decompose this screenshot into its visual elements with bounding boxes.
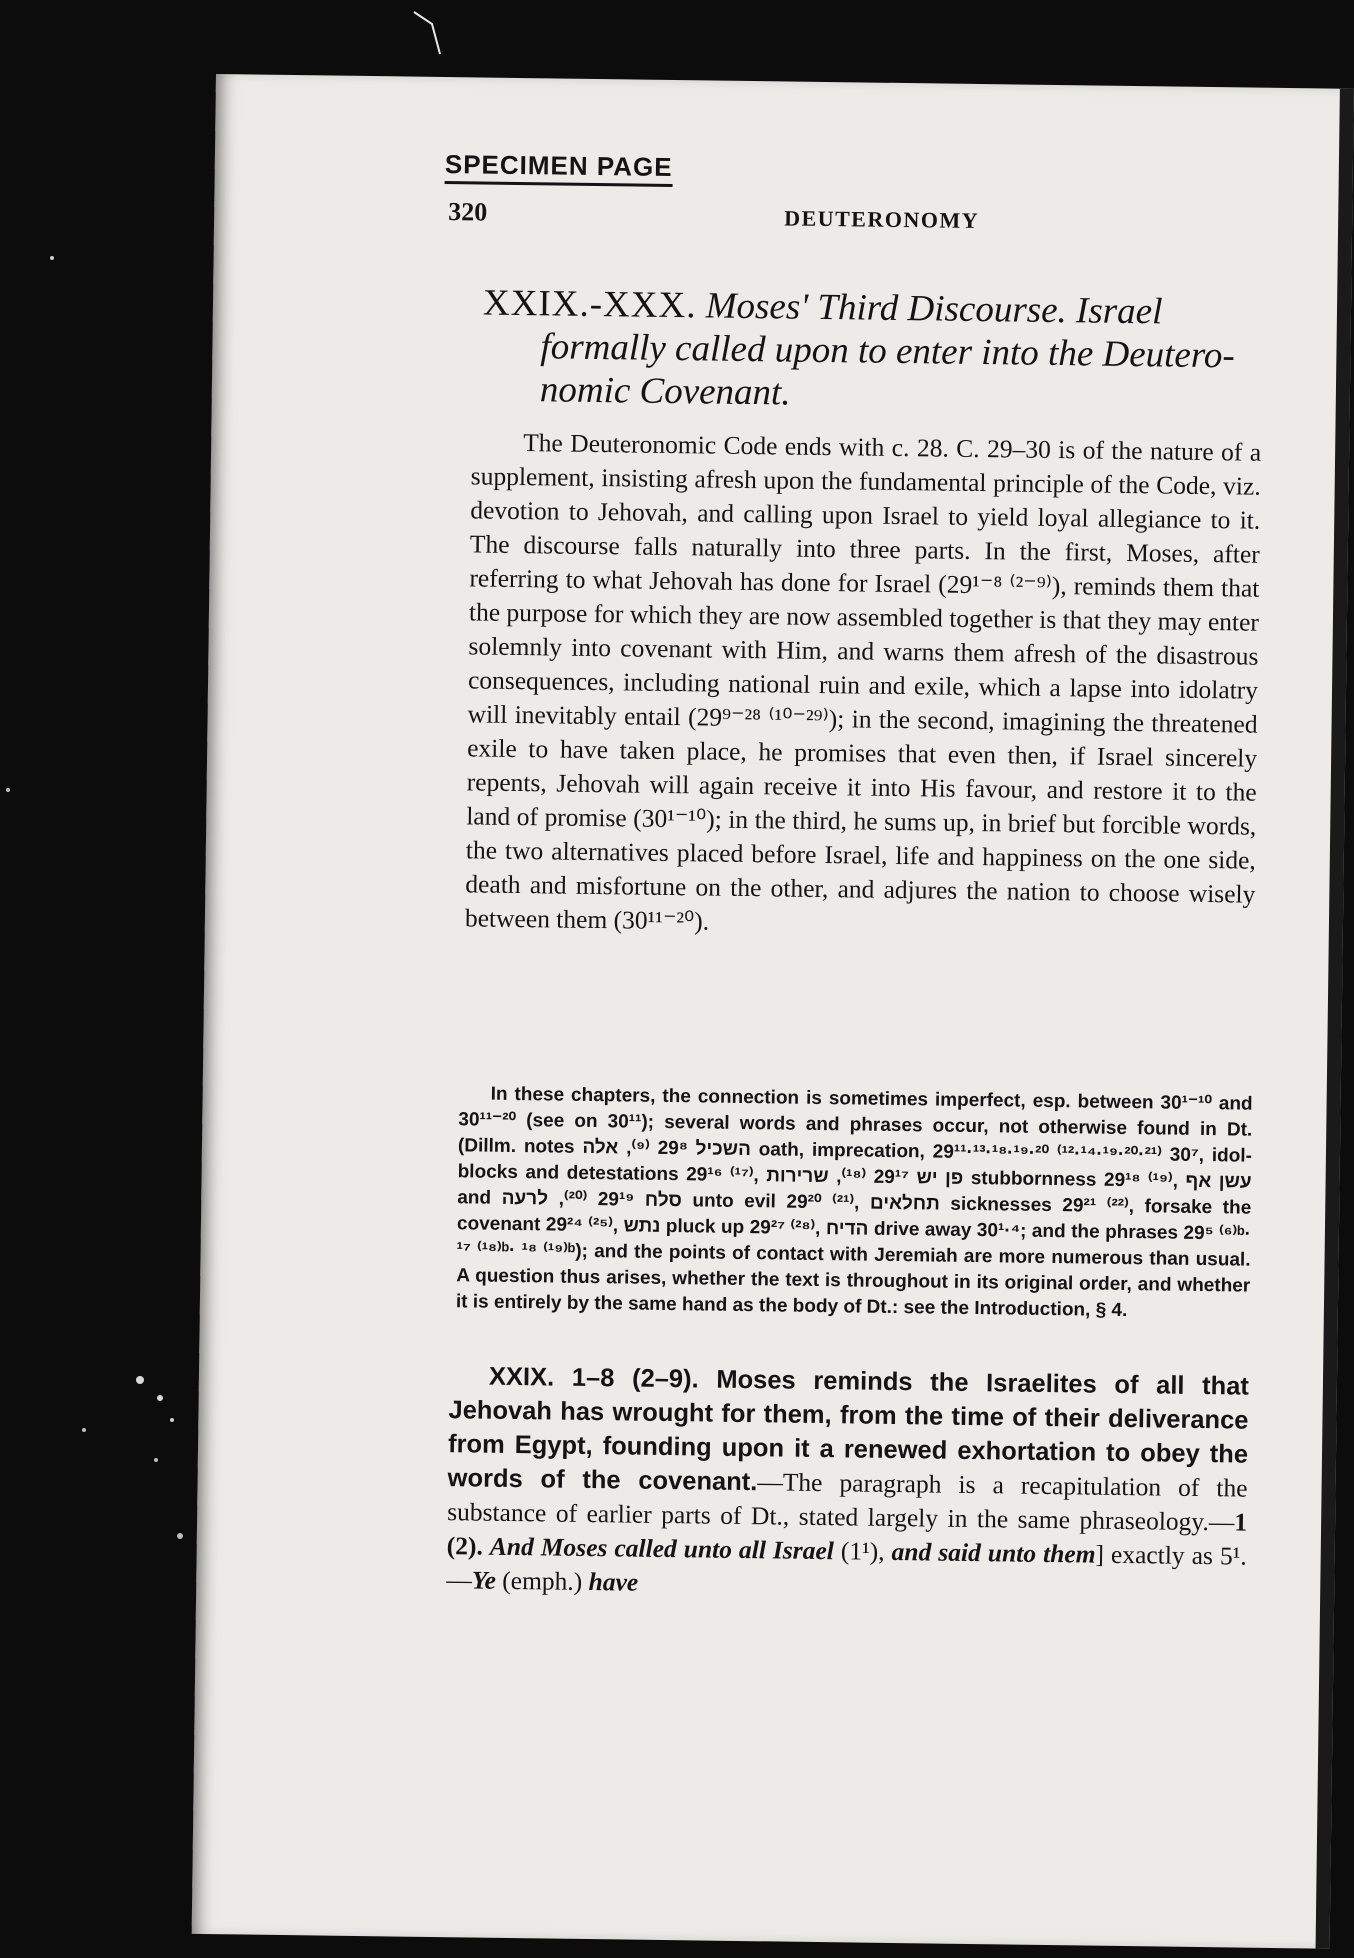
verse-reference: 1 (2). — [446, 1507, 1248, 1561]
commentary-tail: ] exactly as 5¹.— — [446, 1539, 1247, 1595]
quoted-phrase-2: and said unto them — [891, 1536, 1096, 1569]
specimen-label: SPECIMEN PAGE — [445, 149, 673, 187]
running-title: DEUTERONOMY — [784, 205, 980, 234]
commentary-lead: XXIX. 1–8 (2–9). Moses reminds the Israelites of all that Jehovah has wrought for them, from the time of their deliverance from Egypt, founding upon it a renewed exhortation to obey the words of the covenant. — [447, 1362, 1250, 1497]
section-title-line-2: formally called upon to enter into the Deutero- — [540, 326, 1235, 377]
emphasis-note: (emph.) — [502, 1565, 583, 1596]
section-number: XXIX.-XXX. — [482, 282, 697, 327]
quoted-phrase: And Moses called unto all Israel — [489, 1531, 835, 1566]
introduction-paragraph: The Deuteronomic Code ends with c. 28. C. 29–30 is of the nature of a supplement, insisting afresh upon the fundamental principle of the Code, viz. devotion to Jehovah, and calling upon Israel to yield loyal allegiance to it. The discourse falls naturally into three parts. In the first, Moses, after referring to what Jehovah has done for Israel (29¹⁻⁸ ⁽²⁻⁹⁾), reminds them that the purpose for which they are now assembled together is that they may enter solemnly into covenant with Him, and warns them afresh of the disastrous consequences, including national ruin and exile, which a lapse into idolatry will inevitably entail (29⁹⁻²⁸ ⁽¹⁰⁻²⁹⁾); in the second, imagining the threatened exile to have taken place, he promises that even then, if Israel sincerely repents, Jehovah will again receive it into His favour, and restore it to the land of promise (30¹⁻¹⁰); in the third, he sums up, in brief but forcible words, the two alternatives placed before Israel, life and happiness on the one side, death and misfortune on the other, and adjures the nation to choose wisely between them (30¹¹⁻²⁰). — [464, 428, 1262, 936]
page-right-edge — [1316, 89, 1354, 1949]
textual-notes: In these chapters, the connection is sometimes imperfect, esp. between 30¹⁻¹⁰ and 30¹¹⁻²⁰ (see on 30¹¹); several words and phrases occur, not otherwise found in Dt. (Dillm. notes השכיל 29⁸ ⁽⁹⁾, אלה oath, imprecation, 29¹¹·¹³·¹⁸·¹⁹·²⁰ ⁽¹²·¹⁴·¹⁹·²⁰·²¹⁾ 30⁷, idol-blocks and detestations 29¹⁶ ⁽¹⁷⁾, פן יש 29¹⁷ ⁽¹⁸⁾, שרירות stubbornness 29¹⁸ ⁽¹⁹⁾, עשן אף and סלח 29¹⁹ ⁽²⁰⁾, לרעה unto evil 29²⁰ ⁽²¹⁾, תחלאים sicknesses 29²¹ ⁽²²⁾, forsake the covenant 29²⁴ ⁽²⁵⁾, נתש pluck up 29²⁷ ⁽²⁸⁾, הדיח drive away 30¹·⁴; and the phrases 29⁵ ⁽⁶⁾ᵇ· ¹⁷ ⁽¹⁸⁾ᵇ· ¹⁸ ⁽¹⁹⁾ᵇ); and the points of contact with Jeremiah are more numerous than usual. A question thus arises, whether the text is throughout in its original order, and whether it is entirely by the same hand as the body of Dt.: see the Introduction, § 4. — [455, 1083, 1253, 1322]
scan-corner-mark — [410, 8, 450, 58]
page-content — [444, 149, 1265, 1597]
document-page — [192, 74, 1354, 1949]
section-title-line-1: Moses' Third Discourse. Israel — [705, 285, 1163, 333]
section-title-line-3: nomic Covenant. — [539, 369, 791, 414]
page-number: 320 — [448, 197, 488, 227]
quoted-word: Ye — [471, 1565, 497, 1595]
commentary-text: —The paragraph is a recapitulation of the substance of earlier parts of Dt., stated largely in the same phraseology.— — [447, 1467, 1248, 1537]
section-heading — [482, 282, 1264, 421]
quoted-phrase-ref: (1¹), — [840, 1536, 885, 1566]
quoted-word-2: have — [588, 1567, 639, 1597]
commentary-paragraph — [446, 1359, 1249, 1607]
running-head — [444, 197, 1264, 242]
